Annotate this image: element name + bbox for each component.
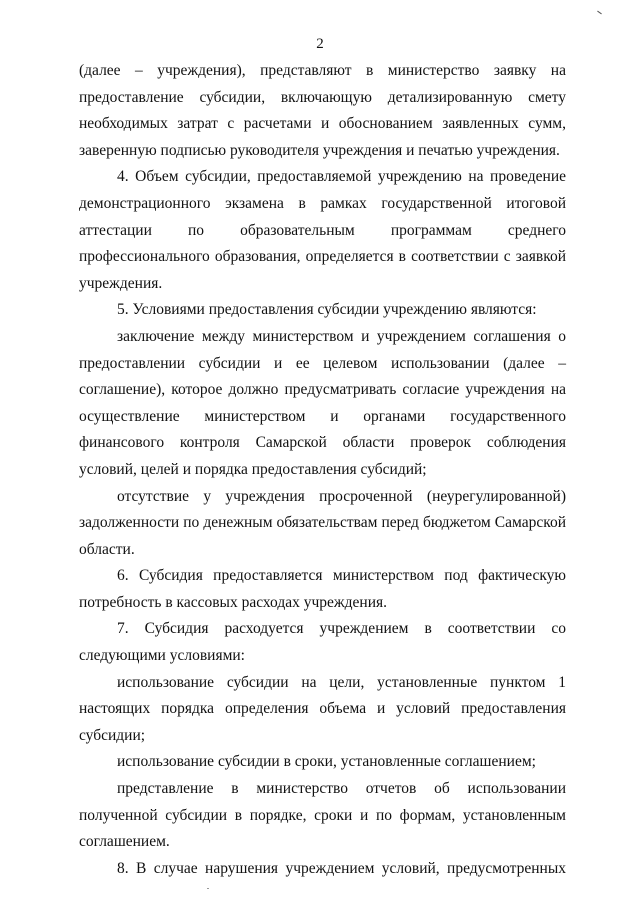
- paragraph-7: 7. Субсидия расходуется учреждением в соответствии со следующими условиями:: [79, 620, 566, 665]
- paragraph-8: использование субсидии на цели, установленные пунктом 1 настоящих порядка определения объема и условий предоставления субсидии;: [79, 673, 566, 744]
- paragraph-1: (далее – учреждения), представляют в министерство заявку на предоставление субсидии, включающую детализированную смету необходимых затрат с расчетами и обоснованием заявленных сумм, заверенную подписью руководителя учреждения и печатью учреждения.: [79, 62, 566, 159]
- page-number: 2: [316, 36, 324, 52]
- paragraph-4: заключение между министерством и учреждением соглашения о предоставлении субсидии и ее целевом использовании (далее – соглашение), которое должно предусматривать согласие учреждения на осуществление министерством и органами государственного финансового контроля Самарской области проверок соблюдения условий, целей и порядка предоставления субсидий;: [79, 327, 566, 478]
- paragraph-9: использование субсидии в сроки, установленные соглашением;: [117, 753, 536, 771]
- paragraph-10: представление в министерство отчетов об использовании полученной субсидии в порядке, сроки и по формам, установленным соглашением.: [79, 780, 566, 851]
- scan-speck: [207, 888, 209, 889]
- paragraph-5: отсутствие у учреждения просроченной (неурегулированной) задолженности по денежным обязательствам перед бюджетом Самарской области.: [79, 487, 566, 558]
- paragraph-2: 4. Объем субсидии, предоставляемой учреждению на проведение демонстрационного экзамена в рамках государственной итоговой аттестации по образовательным программам среднего профессионального образования, определяется в соответствии с заявкой учреждения.: [79, 168, 566, 292]
- paragraph-11: 8. В случае нарушения учреждением условий, предусмотренных: [117, 859, 566, 877]
- document-body: [79, 58, 566, 882]
- paragraph-3: 5. Условиями предоставления субсидии учреждению являются:: [117, 301, 537, 319]
- scan-mark: [597, 11, 602, 15]
- paragraph-6: 6. Субсидия предоставляется министерством под фактическую потребность в кассовых расходах учреждения.: [79, 567, 566, 611]
